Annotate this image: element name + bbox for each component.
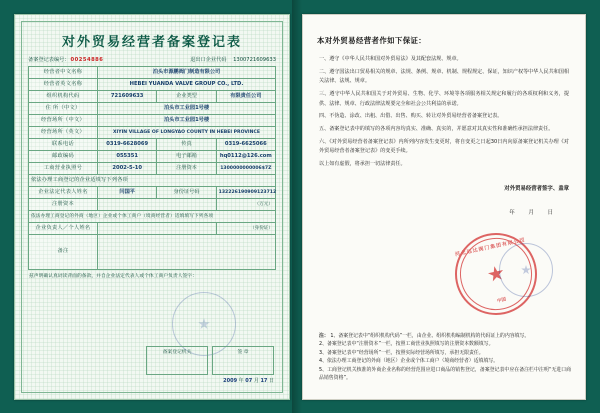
row-label-2: 电子邮箱 xyxy=(157,151,216,163)
row-value: 泊头市工业园1号楼 xyxy=(98,103,276,115)
table-row xyxy=(29,139,276,151)
registration-form-page xyxy=(14,14,290,400)
declaration-paragraph: 五、备案登记表中的填写的各项内容均真实、准确、真实的，并愿意对其真实性和准确性承担法律责任。 xyxy=(319,126,554,133)
seal-bottom-text: 中国 xyxy=(496,297,507,305)
date-day: 17 xyxy=(260,378,268,384)
row-label: 住 所（中文） xyxy=(29,103,98,115)
book-spine-shadow xyxy=(292,0,302,413)
section-1-title: 依法办理工商登记的企业适填写下列各项 xyxy=(29,175,276,187)
declaration-paragraph: 四、不伪造、涂改、出租、出借、出售、购买、转让对外贸易经营者备案登记表。 xyxy=(319,113,503,120)
row-value xyxy=(98,223,217,235)
form-footnote: 兹声明确认真词读背面的条款，并自企业法定代表人或个体工商户负责人签字： xyxy=(29,274,197,279)
form-border xyxy=(21,21,283,393)
row-value: 泊头市源鹏阀门制造有限公司 xyxy=(98,67,276,79)
declaration-date-line: 年 月 日 xyxy=(509,209,559,216)
row-label: 经营者英文名称 xyxy=(29,79,98,91)
row-value-2: hq0112@126.com xyxy=(216,151,275,163)
declaration-paragraph: 二、遵守国法出口贸易相关的规章、法规、条例、规章、机制、规程规定、保证，知识产权等中华人民共和国相关法律、法规、规章。 xyxy=(319,68,569,85)
row-label: 经营者中文名称 xyxy=(29,67,98,79)
note-item: 2、备案登记表中“注册资本”一栏，按照工商营业执照填写的注册资本数额填写。 xyxy=(319,341,494,348)
record-authority-box: 备案登记机关 xyxy=(146,346,208,375)
table-row xyxy=(29,223,276,235)
customs-code-value: 1300721609633 xyxy=(233,57,276,63)
seal-signature-box: 签 章 xyxy=(212,346,274,375)
table-row xyxy=(29,79,276,91)
row-label: 注册资本 xyxy=(29,199,98,211)
record-no-label: 备案登记表编号： xyxy=(28,57,70,63)
remark-label: 备注 xyxy=(29,235,98,270)
row-label: 组织机构代码 xyxy=(29,91,98,103)
row-label: 经营场所（中文） xyxy=(29,115,98,127)
row-value: HEBEI YUANDA VALVE GROUP CO., LTD. xyxy=(98,79,276,91)
notes-section xyxy=(319,332,571,383)
table-row xyxy=(29,127,276,139)
table-row xyxy=(29,115,276,127)
row-label: 工商营业执照号 xyxy=(29,163,98,175)
note-item: 1、备案登记表中“组织机构代码”一栏，由企业、组织机构编制机构的代码证上的内容填写。 xyxy=(330,332,530,339)
main-form-table xyxy=(28,66,276,270)
declaration-title: 本对外贸易经营者作如下保证： xyxy=(317,36,427,45)
declaration-page xyxy=(302,14,586,400)
row-label-2: 传真 xyxy=(157,139,216,151)
row-label: 联系电话 xyxy=(29,139,98,151)
row-value-2: 1300000000006$7Z xyxy=(216,163,275,175)
row-value: XIYIN VILLAGE OF LONGYAO COUNTY IN HEBEI PROVINCE xyxy=(98,127,276,139)
date-month: 07 xyxy=(245,378,253,384)
note-item: 3、备案登记表中“经营场所”一栏，按照实际经营场所填写，承担无限责任。 xyxy=(319,349,484,356)
table-row xyxy=(29,199,276,211)
table-row xyxy=(29,151,276,163)
row-label-2: 身份证号码 xyxy=(157,187,216,199)
remark-value xyxy=(98,235,276,270)
row-label-2: 注册资本 xyxy=(157,163,216,175)
table-row xyxy=(29,103,276,115)
section-header-row xyxy=(29,175,276,187)
page-title: 对外贸易经营者备案登记表 xyxy=(61,35,242,50)
row-value xyxy=(98,199,217,211)
row-value: 2002-5-10 xyxy=(98,163,157,175)
date-year: 2009 xyxy=(223,378,238,384)
row-value: 0319-6628069 xyxy=(98,139,157,151)
record-number-line xyxy=(28,56,276,63)
signature-area xyxy=(30,346,274,384)
table-row xyxy=(29,67,276,79)
row-label: 邮政编码 xyxy=(29,151,98,163)
date-stamp: 2009 年 07 月 17 日 xyxy=(223,378,274,384)
row-label: 企业法定代表人姓名 xyxy=(29,187,98,199)
table-row xyxy=(29,187,276,199)
row-value: 055351 xyxy=(98,151,157,163)
remark-row xyxy=(29,235,276,270)
table-row xyxy=(29,163,276,175)
row-value: 闫国平 xyxy=(98,187,157,199)
declaration-paragraph: 六、《对外贸易经营者备案登记表》内所列内容发生变更时，将自变更之日起30日内向原备案登记机关办理《对外贸易经营者备案登记表》的变更手续。 xyxy=(319,138,569,155)
row-value-2: 132226190909123712 xyxy=(216,187,275,199)
row-value-2: 有限责任公司 xyxy=(216,91,275,103)
table-row xyxy=(29,91,276,103)
section-header-row xyxy=(29,211,276,223)
row-value-2: 0319-6625066 xyxy=(216,139,275,151)
notes-title: 注： xyxy=(319,332,329,339)
declaration-body xyxy=(319,55,569,170)
declaration-paragraph: 以上如有虚假，将承担一切法律责任。 xyxy=(319,161,406,168)
row-label: 经营场所（英文） xyxy=(29,127,98,139)
secondary-blue-seal xyxy=(499,243,553,297)
seal-top-text: 河北远达阀门集团有限公司 xyxy=(454,237,527,259)
row-value: 721609633 xyxy=(98,91,157,103)
note-item: 4、依法办理工商登记的外商（地区）企业或个体工商户（境商经营者）适填填写。 xyxy=(319,358,499,365)
customs-code-label: 退出口企业代码 xyxy=(190,57,227,63)
row-unit: （万元） xyxy=(216,199,275,211)
declaration-paragraph: 一、遵守《中华人民共和国对外贸易法》及其配套法规、规章。 xyxy=(319,56,462,62)
declaration-paragraph: 三、遵守中华人民共和国关于对外贸易、生物、化学、环境等各项服务相关规定和履行的各项权利和义务，提供、法律、规章、行政法律法规要完全和社会公共利益的承诺。 xyxy=(319,91,569,107)
customs-code-group xyxy=(190,56,276,63)
row-label: 企业负责人／个人姓名 xyxy=(29,223,98,235)
declaration-signature-label: 对外贸易经营者签字、盖章 xyxy=(504,185,569,192)
note-item: 5、工商登记机关核准的外商企业名称的经营范围应进口商品的销售登记，备案登记表中应在备注栏中注明“无进口商品销售资格”。 xyxy=(319,366,571,382)
row-value: 泊头市工业园1号楼 xyxy=(98,115,276,127)
row-unit: （身份证） xyxy=(216,223,275,235)
record-no-value: 00254886 xyxy=(70,57,104,63)
section-2-title: 依法办理工商登记的外商（地区）企业或个体工商户（境商经营者）适填填写下列各项 xyxy=(29,211,276,223)
row-label-2: 企业类型 xyxy=(157,91,216,103)
